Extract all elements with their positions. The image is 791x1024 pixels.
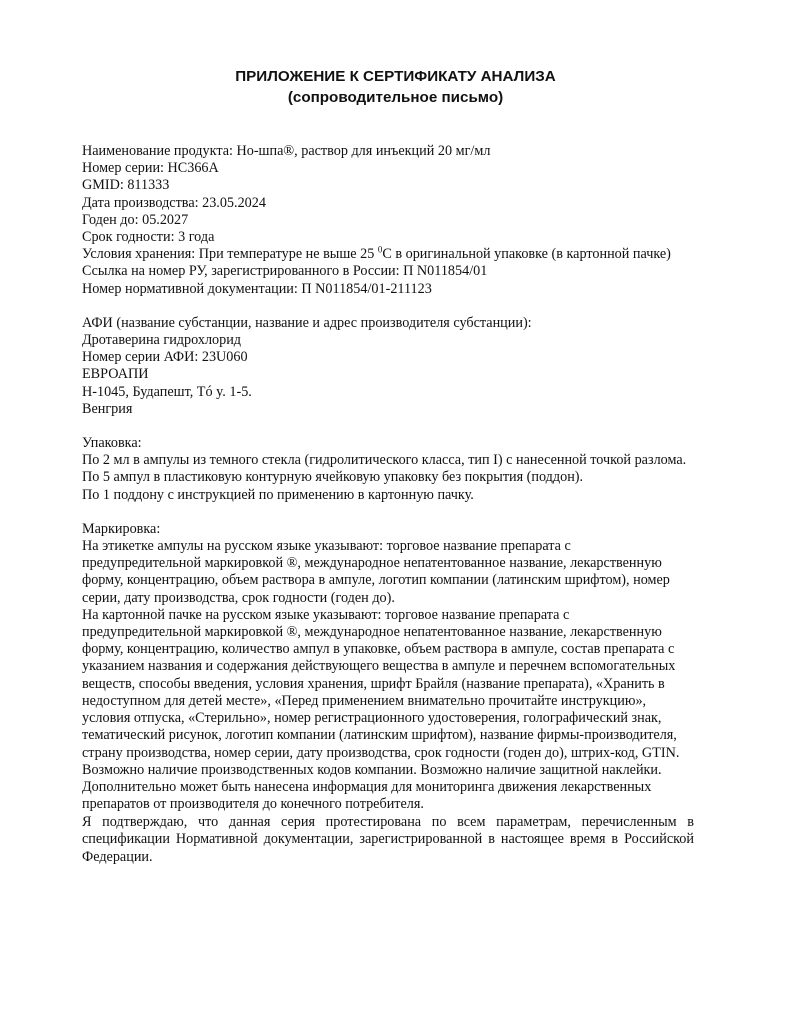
storage-text-before: Условия хранения: При температуре не выше 25 <box>82 246 378 263</box>
storage-text-after: С в оригинальной упаковке (в картонной пачке) <box>382 246 671 263</box>
api-address: H-1045, Будапешт, Tó y. 1-5. <box>82 383 252 400</box>
marking-line: форму, концентрацию, объем раствора в ампуле, логотип компании (латинским шрифтом), номер <box>82 572 670 589</box>
marking-line: недоступном для детей месте», «Перед применением внимательно прочитайте инструкцию», <box>82 692 647 709</box>
marking-line: указанием названия и содержания действующего вещества в ампуле и перечнем вспомогательных <box>82 658 676 675</box>
marking-section <box>82 521 694 813</box>
valid-until-line: Годен до: 05.2027 <box>82 211 189 228</box>
packaging-section <box>82 435 694 504</box>
storage-conditions-line <box>82 246 694 263</box>
confirmation-line: Федерации. <box>82 848 153 865</box>
api-country: Венгрия <box>82 400 133 417</box>
marking-line: условия отпуска, «Стерильно», номер регистрационного удостоверения, голографический знак, <box>82 710 662 727</box>
gmid-line: GMID: 811333 <box>82 177 170 194</box>
shelf-life-line: Срок годности: 3 года <box>82 229 215 246</box>
packaging-line: По 2 мл в ампулы из темного стекла (гидролитического класса, тип I) с нанесенной точкой разлома. <box>82 452 687 469</box>
marking-line: На картонной пачке на русском языке указывают: торговое название препарата с <box>82 606 570 623</box>
marking-line: тематический рисунок, логотип компании (латинским шрифтом), название фирмы-производителя, <box>82 727 677 744</box>
confirmation-line: Я подтверждаю, что данная серия протестирована по всем параметрам, перечисленным в <box>82 814 694 830</box>
registration-link-line: Ссылка на номер РУ, зарегистрированного в России: П N011854/01 <box>82 263 488 280</box>
production-date-line: Дата производства: 23.05.2024 <box>82 194 266 211</box>
api-info-section <box>82 315 694 418</box>
section-spacer <box>82 418 694 435</box>
section-spacer <box>82 298 694 315</box>
api-heading: АФИ (название субстанции, название и адрес производителя субстанции): <box>82 314 532 331</box>
marking-line: серии, дату производства, срок годности (годен до). <box>82 589 395 606</box>
section-spacer <box>82 504 694 521</box>
document-header <box>0 66 791 108</box>
marking-line: Дополнительно может быть нанесена информация для мониторинга движения лекарственных <box>82 778 652 795</box>
document-body <box>82 143 694 813</box>
marking-heading: Маркировка: <box>82 520 161 537</box>
confirmation-line: спецификации Нормативной документации, зарегистрированной в настоящее время в Российской <box>82 831 694 848</box>
product-name-line: Наименование продукта: Но-шпа®, раствор для инъекций 20 мг/мл <box>82 143 491 159</box>
series-number-line: Номер серии: HC366A <box>82 160 219 177</box>
packaging-heading: Упаковка: <box>82 435 142 452</box>
api-manufacturer: ЕВРОАПИ <box>82 366 149 383</box>
packaging-line: По 1 поддону с инструкцией по применению в картонную пачку. <box>82 486 474 503</box>
marking-line: страну производства, номер серии, дату производства, срок годности (годен до), штрих-код, GTIN. <box>82 744 680 761</box>
normative-doc-line: Номер нормативной документации: П N011854/01-211123 <box>82 280 432 297</box>
confirmation-paragraph <box>82 814 694 866</box>
marking-line: Возможно наличие производственных кодов компании. Возможно наличие защитной наклейки. <box>82 761 662 778</box>
marking-line: На этикетке ампулы на русском языке указывают: торговое название препарата с <box>82 538 571 555</box>
api-substance: Дротаверина гидрохлорид <box>82 332 242 349</box>
marking-line: предупредительной маркировкой ®, международное непатентованное название, лекарственную <box>82 555 662 572</box>
marking-line: форму, концентрацию, количество ампул в упаковке, объем раствора в ампуле, состав препарата с <box>82 641 675 658</box>
degree-superscript: 0 <box>377 244 383 255</box>
marking-line: веществ, способы введения, условия хранения, шрифт Брайля (название препарата), «Хранить в <box>82 675 665 692</box>
packaging-line: По 5 ампул в пластиковую контурную ячейковую упаковку без покрытия (поддон). <box>82 469 584 486</box>
document-title: ПРИЛОЖЕНИЕ К СЕРТИФИКАТУ АНАЛИЗА <box>235 68 556 85</box>
api-series-line: Номер серии АФИ: 23U060 <box>82 349 248 366</box>
product-info-section <box>82 143 694 298</box>
marking-line: предупредительной маркировкой ®, международное непатентованное название, лекарственную <box>82 624 662 641</box>
document-subtitle: (сопроводительное письмо) <box>287 89 504 106</box>
marking-line: препаратов от производителя до конечного потребителя. <box>82 796 424 813</box>
